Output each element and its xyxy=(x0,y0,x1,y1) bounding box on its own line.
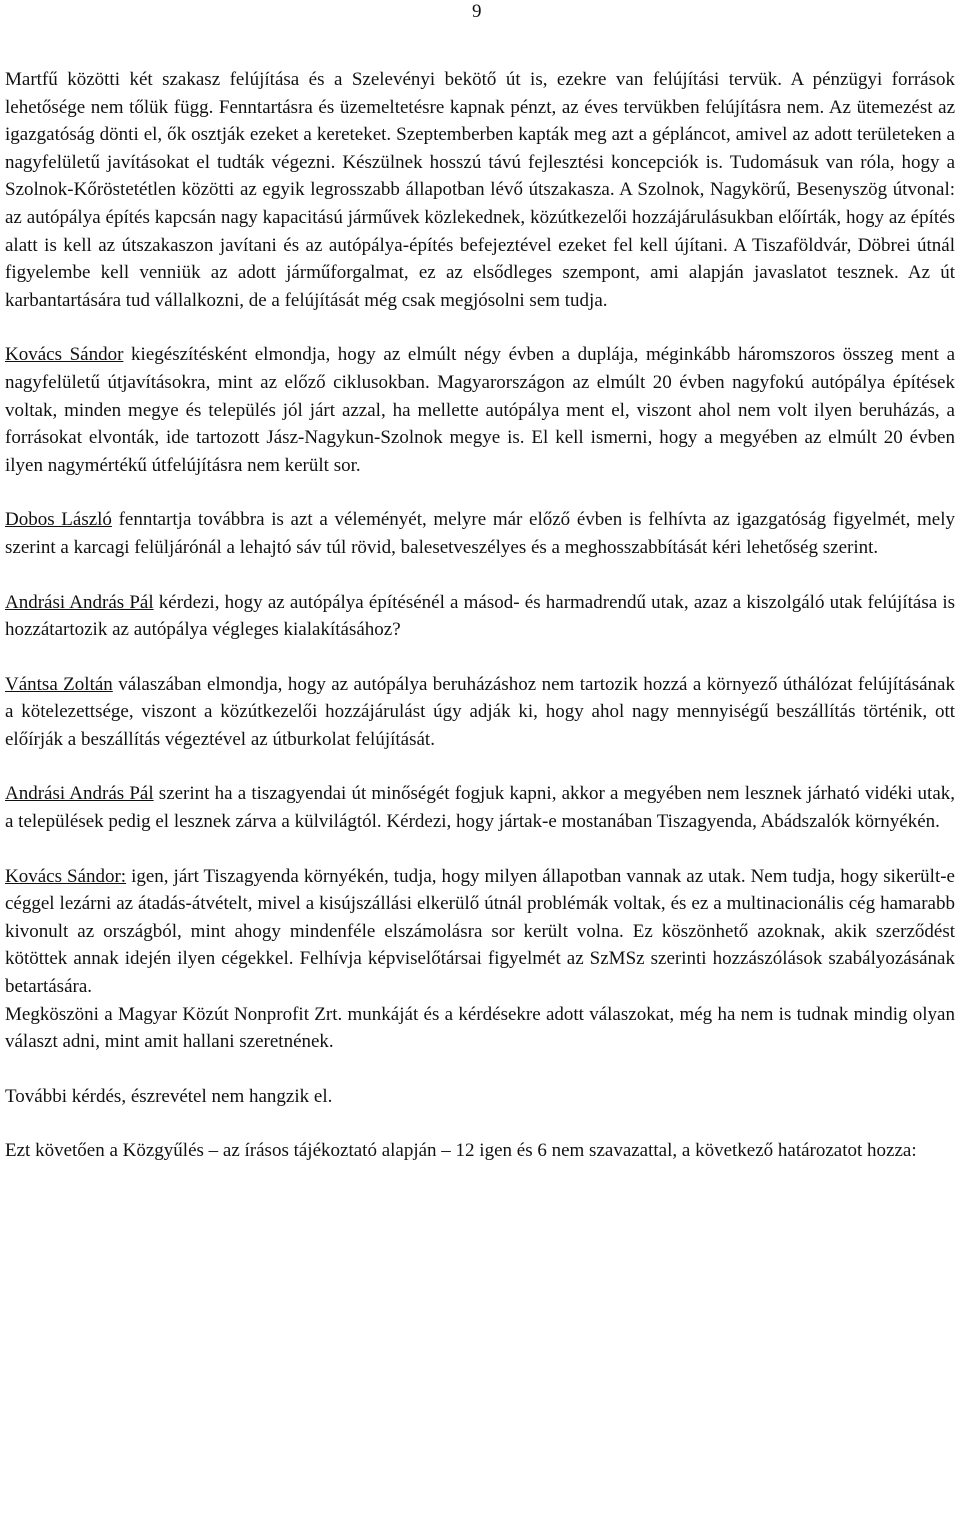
speaker-name: Vántsa Zoltán xyxy=(5,673,113,695)
paragraph-kovacs-sandor xyxy=(5,341,955,479)
paragraph-kovacs-sandor-2 xyxy=(5,863,955,1001)
paragraph-text: kérdezi, hogy az autópálya építésénél a másod- és harmadrendű utak, azaz a kiszolgáló utak felújítása is hozzátartozik az autópálya végleges kialakításához? xyxy=(5,591,955,641)
paragraph-text: szerint ha a tiszagyendai út minőségét fogjuk kapni, akkor a megyében nem lesznek járható vidéki utak, a települések pedig el lesznek zárva a külvilágtól. Kérdezi, hogy jártak-e mostanában Tiszagyenda, Abádszalók környékén. xyxy=(5,783,956,833)
paragraph-andrasi-andras-pal-2 xyxy=(5,780,955,835)
paragraph-text: fenntartja továbbra is azt a véleményét, melyre már előző évben is felhívta az igazgatóság figyelmét, mely szerint a karcagi felüljárónál a lehajtó sáv túl rövid, balesetveszélyes és a meghosszabbítását kéri lehetőség szerint. xyxy=(5,509,956,558)
paragraph-vantsa-zoltan xyxy=(5,671,955,754)
paragraph-no-questions xyxy=(5,1083,955,1111)
speaker-name: Kovács Sándor: xyxy=(5,865,127,887)
speaker-name: Andrási András Pál xyxy=(5,591,154,613)
paragraph-text: válaszában elmondja, hogy az autópálya beruházáshoz nem tartozik hozzá a környező úthálózat felújításának a kötelezettsége, viszont a közútkezelői hozzájárulást úgy adják ki, hogy ahol nagy mennyiségű beszállítás történik, ott előírják a beszállítás végeztével az útburkolat felújítását. xyxy=(5,673,955,750)
speaker-name: Kovács Sándor xyxy=(5,344,124,366)
document-body xyxy=(5,66,955,1192)
paragraph-intro xyxy=(5,66,955,314)
paragraph-text: Martfű közötti két szakasz felújítása és a Szelevényi bekötő út is, ezekre van felújítási tervük. A pénzügyi források lehetősége nem tőlük függ. Fenntartásra és üzemeltetésre kapnak pénzt, az éves tervükben felújításra nem. Az ütemezést az igazgatóság dönti el, ők osztják ezeket a kereteket. Szeptemberben kapták meg azt a gépláncot, amivel az adott területeken a nagyfelületű javításokat el tudták végezni. Készülnek hosszú távú fejlesztési koncepciók is. Tudomásuk van róla, hogy a Szolnok-Kőröstetétlen közötti az egyik legrosszabb állapotban lévő útszakasza. A Szolnok, Nagykörű, Besenyszög útvonal: az autópálya építés kapcsán nagy kapacitású járművek közlekednek, közútkezelői hozzájárulásukban előírták, hogy az építés alatt is kell az útszakaszon javítani és az autópálya-építés befejeztével ezeket fel kell újítani. A Tiszaföldvár, Döbrei útnál figyelembe kell venniük az adott járműforgalmat, ez az elsődleges szempont, ami alapján javaslatot tesznek. Az út karbantartására tud vállalkozni, de a felújítását még csak megjósolni sem tudja. xyxy=(5,69,955,311)
paragraph-andrasi-andras-pal xyxy=(5,589,955,644)
speaker-name: Andrási András Pál xyxy=(5,783,154,805)
paragraph-text: kiegészítésként elmondja, hogy az elmúlt négy évben a duplája, méginkább háromszoros összeg ment a nagyfelületű útjavításokra, mint az előző ciklusokban. Magyarországon az elmúlt 20 évben nagyfokú autópálya építések voltak, minden megye és település jól járt azzal, ha mellette autópálya ment el, viszont ahol nem volt ilyen beruházás, a forrásokat elvonták, ide tartozott Jász-Nagykun-Szolnok megye is. El kell ismerni, hogy a megyében az elmúlt 20 évben ilyen nagymértékű útfelújításra nem került sor. xyxy=(5,344,956,476)
speaker-name: Dobos László xyxy=(5,509,112,531)
paragraph-resolution-intro xyxy=(5,1137,955,1165)
paragraph-text: További kérdés, észrevétel nem hangzik el. xyxy=(5,1085,333,1107)
page-number: 9 xyxy=(472,1,482,22)
paragraph-dobos-laszlo xyxy=(5,506,955,561)
paragraph-text: Megköszöni a Magyar Közút Nonprofit Zrt. munkáját és a kérdésekre adott válaszokat, még ha nem is tudnak mindig olyan választ adni, mint amit hallani szeretnének. xyxy=(5,1003,955,1053)
paragraph-thanks xyxy=(5,1001,955,1056)
paragraph-text: igen, járt Tiszagyenda környékén, tudja, hogy milyen állapotban vannak az utak. Nem tudja, hogy sikerült-e céggel lezárni az átadás-átvételt, mivel a kisújszállási elkerülő útnál problémák voltak, és ez a multinacionális cég hamarabb kivonult az országból, mint ahogy mindenféle elszámolásra sor került volna. Ez köszönhető azoknak, akik szerződést kötöttek annak idején ilyen cégekkel. Felhívja képviselőtársai figyelmét az SzMSz szerinti hozzászólások szabályozásának betartására. xyxy=(5,865,955,998)
paragraph-text: Ezt követően a Közgyűlés – az írásos tájékoztató alapján – 12 igen és 6 nem szavazattal, a következő határozatot hozza: xyxy=(5,1140,917,1162)
